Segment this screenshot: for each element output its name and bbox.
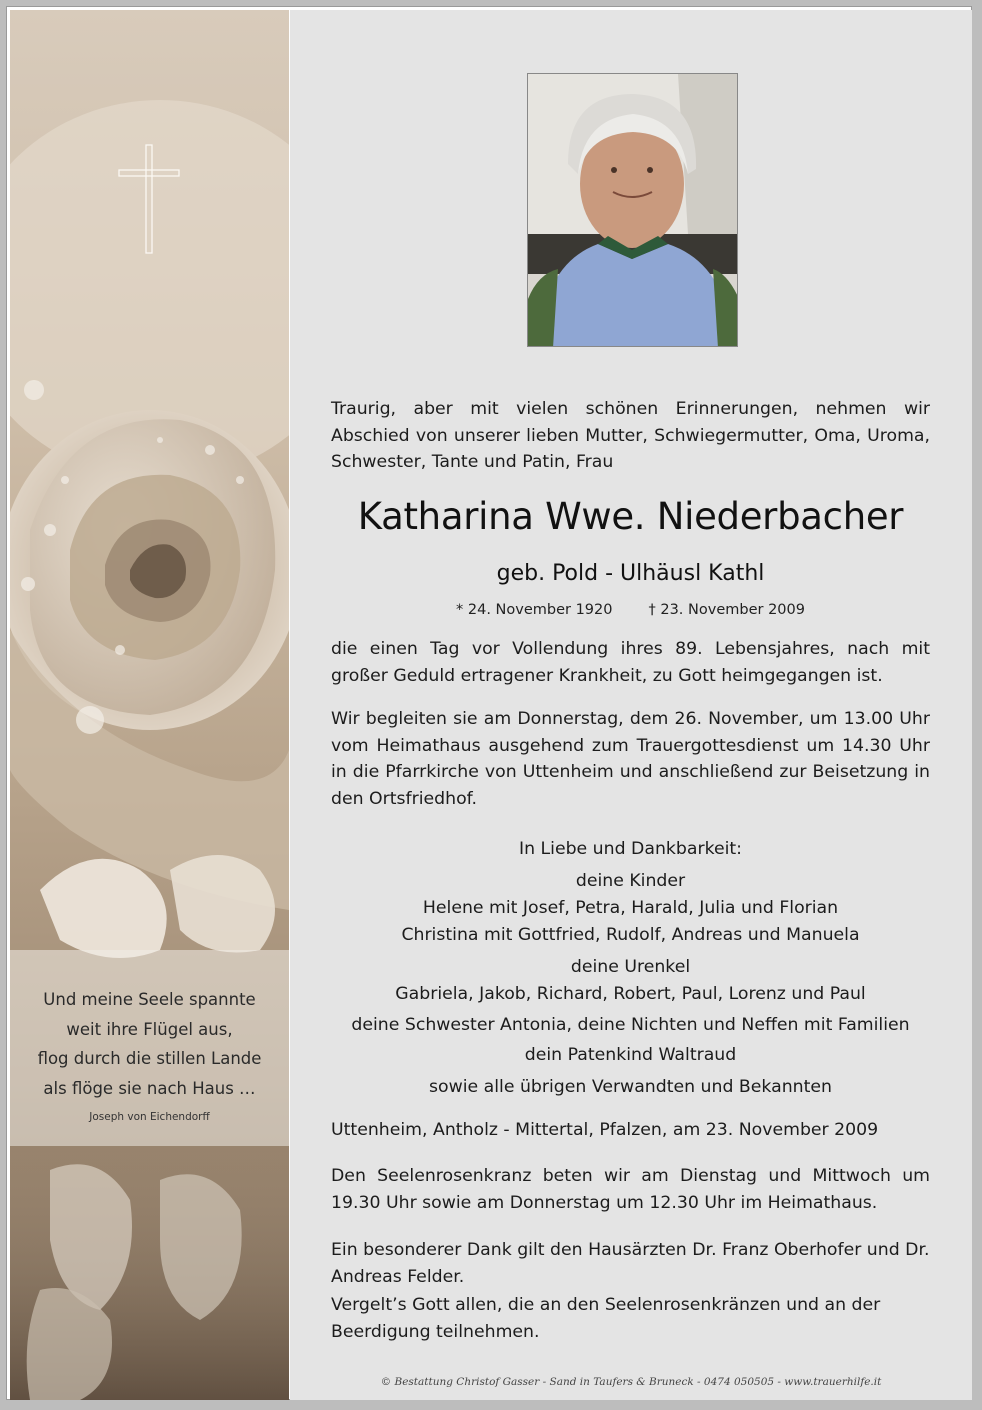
relatives-line: sowie alle übrigen Verwandten und Bekannten bbox=[429, 1077, 832, 1097]
deceased-name: Katharina Wwe. Niederbacher bbox=[357, 495, 904, 538]
great-grandchildren: Gabriela, Jakob, Richard, Robert, Paul, Lorenz und Paul bbox=[395, 984, 866, 1004]
portrait-photo bbox=[527, 73, 738, 347]
quote-author: Joseph von Eichendorff bbox=[89, 1111, 210, 1123]
birth-date: * 24. November 1920 bbox=[456, 602, 613, 618]
funeral-text: Wir begleiten sie am Donnerstag, dem 26. November, um 13.00 Uhr vom Heimathaus ausgehend zum Trauergottesdienst um 14.30 Uhr in die Pfarrkirche von Uttenheim und anschließend zur Beisetzung in den Ortsfriedhof. bbox=[331, 709, 930, 809]
place-date: Uttenheim, Antholz - Mittertal, Pfalzen, am 23. November 2009 bbox=[331, 1120, 879, 1140]
sister-line: deine Schwester Antonia, deine Nichten und Neffen mit Familien bbox=[351, 1015, 910, 1035]
intro-text: Traurig, aber mit vielen schönen Erinnerungen, nehmen wir Abschied von unserer lieben Mutter, Schwiegermutter, Oma, Uroma, Schwester, Tante und Patin, Frau bbox=[331, 399, 930, 472]
children-line: Christina mit Gottfried, Rudolf, Andreas und Manuela bbox=[401, 925, 860, 945]
cross-icon bbox=[10, 10, 289, 310]
quote-line: Und meine Seele spannte bbox=[43, 990, 256, 1009]
rosary-text: Den Seelenrosenkranz beten wir am Dienstag und Mittwoch um 19.30 Uhr sowie am Donnerstag um 12.30 Uhr im Heimathaus. bbox=[331, 1166, 930, 1213]
sidebar-rose-image bbox=[10, 10, 289, 1400]
thanks-text-2: Vergelt’s Gott allen, die an den Seelenrosenkränzen und an der Beerdigung teilnehmen. bbox=[331, 1295, 881, 1342]
life-dates bbox=[331, 599, 930, 621]
thanks-text: Ein besonderer Dank gilt den Hausärzten Dr. Franz Oberhofer und Dr. Andreas Felder. bbox=[331, 1240, 930, 1287]
death-date: † 23. November 2009 bbox=[648, 602, 805, 618]
children-line: Helene mit Josef, Petra, Harald, Julia und Florian bbox=[422, 898, 839, 918]
birth-name: geb. Pold - Ulhäusl Kathl bbox=[496, 561, 765, 586]
mourners-heading: In Liebe und Dankbarkeit: bbox=[518, 839, 742, 859]
quote bbox=[10, 985, 289, 1103]
quote-line: flog durch die stillen Lande bbox=[37, 1049, 262, 1068]
godchild-line: dein Patenkind Waltraud bbox=[524, 1045, 737, 1065]
footer-credit: © Bestattung Christof Gasser - Sand in Taufers & Bruneck - 0474 050505 - www.trauerhilfe.it bbox=[380, 1376, 882, 1388]
passing-text: die einen Tag vor Vollendung ihres 89. Lebensjahres, nach mit großer Geduld ertragener Krankheit, zu Gott heimgegangen ist. bbox=[331, 639, 930, 686]
quote-line: weit ihre Flügel aus, bbox=[66, 1019, 233, 1039]
quote-line: als flöge sie nach Haus … bbox=[43, 1078, 256, 1098]
great-grandchildren-label: deine Urenkel bbox=[570, 957, 691, 977]
children-label: deine Kinder bbox=[575, 871, 686, 891]
